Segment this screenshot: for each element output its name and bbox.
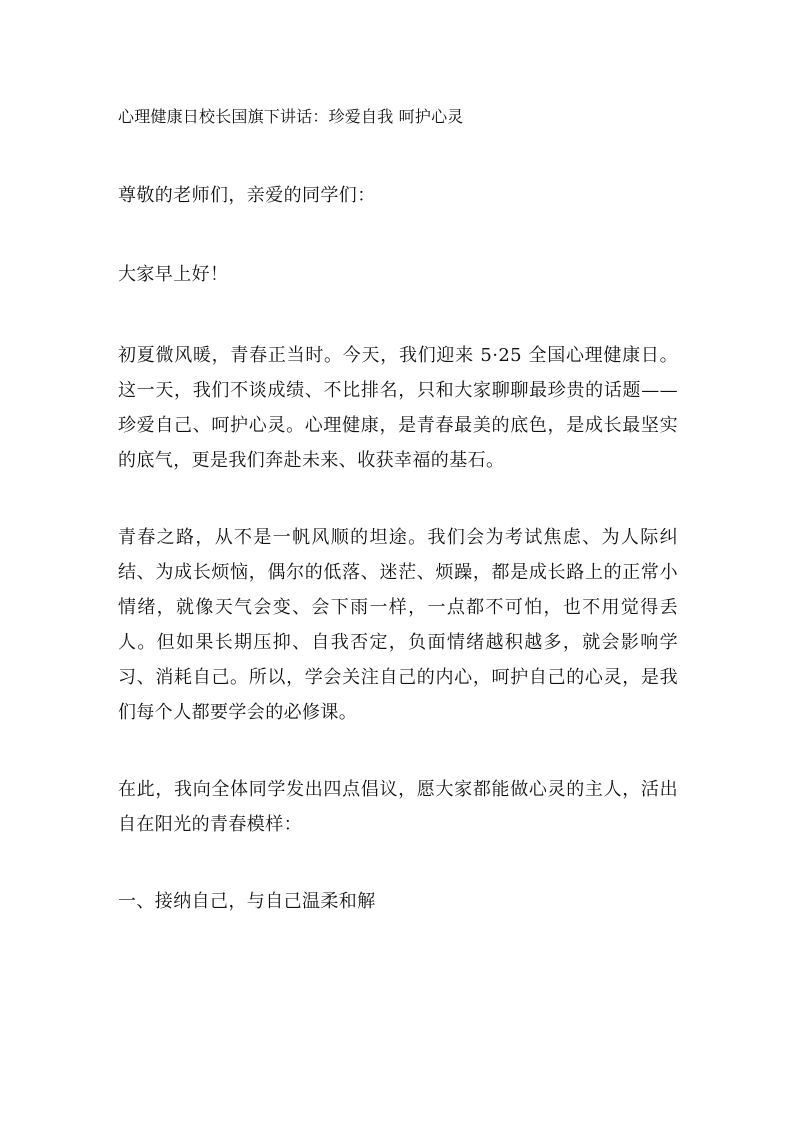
paragraph-intro: 初夏微风暖，青春正当时。今天，我们迎来 5·25 全国心理健康日。这一天，我们不谈成绩、不比排名，只和大家聊聊最珍贵的话题——珍爱自己、呵护心灵。心理健康，是青春最美的底色，是成长最坚实的底气，更是我们奔赴未来、收获幸福的基石。 xyxy=(118,345,678,471)
paragraph-growth: 青春之路，从不是一帆风顺的坦途。我们会为考试焦虑、为人际纠结、为成长烦恼，偶尔的低落、迷茫、烦躁，都是成长路上的正常小情绪，就像天气会变、会下雨一样，一点都不可怕，也不用觉得丢人。但如果长期压抑、自我否定，负面情绪越积越多，就会影响学习、消耗自己。所以，学会关注自己的内心，呵护自己的心灵，是我们每个人都要学会的必修课。 xyxy=(118,527,678,723)
document-title: 心理健康日校长国旗下讲话：珍爱自我 呵护心灵 xyxy=(118,107,464,126)
greeting: 大家早上好！ xyxy=(118,264,229,285)
section-heading-1: 一、接纳自己，与自己温柔和解 xyxy=(118,891,376,912)
document-body xyxy=(118,102,678,919)
salutation: 尊敬的老师们，亲爱的同学们： xyxy=(118,185,376,206)
paragraph-proposal: 在此，我向全体同学发出四点倡议，愿大家都能做心灵的主人，活出自在阳光的青春模样： xyxy=(118,779,678,835)
